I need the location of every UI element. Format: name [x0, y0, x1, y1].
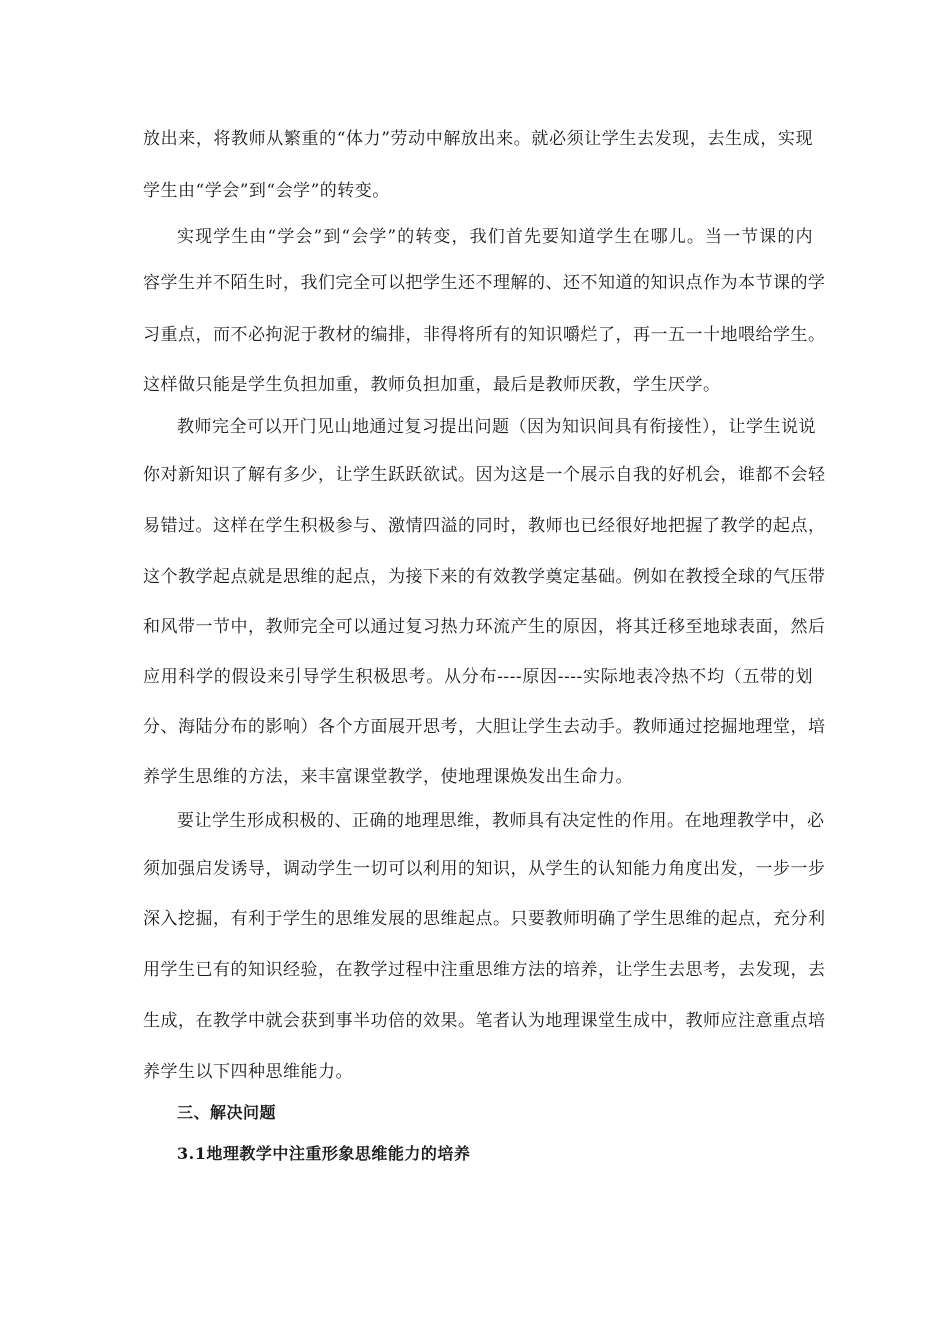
paragraph-line: 学生由“学会”到“会学”的转变。: [143, 181, 390, 201]
paragraph-line: 教师完全可以开门见山地通过复习提出问题（因为知识间具有衔接性），让学生说说: [177, 417, 816, 437]
paragraph-line: 容学生并不陌生时，我们完全可以把学生还不理解的、还不知道的知识点作为本节课的学: [143, 273, 826, 293]
paragraph-line: 须加强启发诱导，调动学生一切可以利用的知识，从学生的认知能力角度出发，一步一步: [143, 859, 826, 879]
paragraph-line: 这样做只能是学生负担加重，教师负担加重，最后是教师厌教，学生厌学。: [143, 375, 721, 395]
paragraph-line: 放出来，将教师从繁重的“体力”劳动中解放出来。就必须让学生去发现，去生成，实现: [143, 129, 813, 149]
paragraph-line: 这个教学起点就是思维的起点，为接下来的有效教学奠定基础。例如在教授全球的气压带: [143, 567, 826, 587]
paragraph-line: 深入挖掘，有利于学生的思维发展的思维起点。只要教师明确了学生思维的起点，充分利: [143, 909, 826, 929]
paragraph-line: 养学生思维的方法，来丰富课堂教学，使地理课焕发出生命力。: [143, 767, 633, 787]
subsection-heading: 3.1地理教学中注重形象思维能力的培养: [177, 1144, 471, 1163]
paragraph-line: 习重点，而不必拘泥于教材的编排，非得将所有的知识嚼烂了，再一五一十地喂给学生。: [143, 325, 826, 345]
paragraph-line: 应用科学的假设来引导学生积极思考。从分布----原因----实际地表冷热不均（五带的划: [143, 667, 813, 687]
paragraph-line: 养学生以下四种思维能力。: [143, 1062, 353, 1082]
paragraph-line: 你对新知识了解有多少，让学生跃跃欲试。因为这是一个展示自我的好机会，谁都不会轻: [143, 465, 826, 485]
paragraph-line: 分、海陆分布的影响）各个方面展开思考，大胆让学生去动手。教师通过挖掘地理堂，培: [143, 717, 826, 737]
paragraph-line: 易错过。这样在学生积极参与、激情四溢的同时，教师也已经很好地把握了教学的起点，: [143, 516, 826, 536]
paragraph-line: 和风带一节中，教师完全可以通过复习热力环流产生的原因，将其迁移至地球表面，然后: [143, 617, 826, 637]
paragraph-line: 生成，在教学中就会获到事半功倍的效果。笔者认为地理课堂生成中，教师应注意重点培: [143, 1011, 826, 1031]
paragraph-line: 用学生已有的知识经验，在教学过程中注重思维方法的培养，让学生去思考，去发现，去: [143, 960, 826, 980]
paragraph-line: 要让学生形成积极的、正确的地理思维，教师具有决定性的作用。在地理教学中，必: [177, 811, 825, 831]
section-heading: 三、解决问题: [177, 1103, 277, 1122]
paragraph-line: 实现学生由“学会”到“会学”的转变，我们首先要知道学生在哪儿。当一节课的内: [177, 227, 813, 247]
